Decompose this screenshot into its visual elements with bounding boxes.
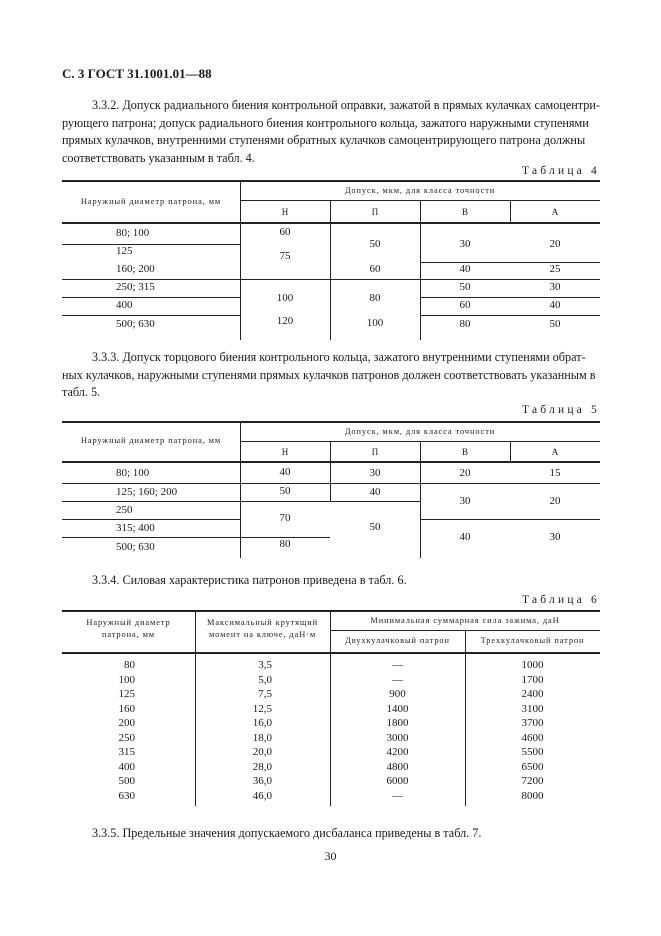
table-6-cell: 6500 (521, 760, 544, 773)
table-4-b-cell: 30 (459, 238, 471, 250)
paragraph-3-3-5 (62, 825, 600, 843)
paragraph-3-3-2 (62, 97, 600, 167)
table-5-a-cell: 15 (549, 467, 561, 479)
table-6-col-force: Минимальная суммарная сила зажима, даН (370, 616, 560, 625)
paragraph-3-3-3 (62, 349, 600, 402)
table-6-cell: 250 (118, 731, 135, 744)
table-4-h-cell: 60 (279, 226, 291, 238)
table-4-h-cell: 100 (276, 292, 294, 304)
header-line: Максимальный крутящий (207, 618, 318, 627)
table-6-cell: 630 (118, 789, 135, 802)
table-6-cell: 4800 (386, 760, 409, 773)
table-4-class-p: П (371, 207, 379, 217)
table-5-diam-cell: 125; 160; 200 (116, 486, 178, 498)
table-6-cell: 200 (118, 717, 135, 729)
table-5-a-cell: 30 (549, 531, 561, 543)
table-6-cell: 28,0 (252, 760, 272, 773)
table-6-cell: 12,5 (252, 702, 272, 715)
table-5-h-cell: 50 (279, 485, 291, 497)
table-4-diam-cell: 500; 630 (116, 318, 155, 330)
table-6-cell: 36,0 (252, 775, 272, 787)
table-6-cell: 3,5 (258, 659, 272, 671)
paragraph-line: рующего патрона; допуск радиального биения контрольного кольца, зажатого наружными ступенями (62, 115, 589, 130)
table-5-diam-cell: 315; 400 (116, 522, 155, 534)
table-4-class-h: Н (281, 207, 289, 217)
table-6-col-torque (195, 617, 330, 641)
table-4-a-cell: 40 (549, 299, 561, 311)
table-6-cell: 500 (118, 775, 135, 787)
table-5-h-cell: 80 (279, 538, 291, 550)
table-6-cell: — (392, 673, 403, 686)
table-6-cell: 8000 (521, 789, 544, 802)
table-4-caption: Таблица 4 (522, 165, 600, 177)
paragraph-line: ных кулачков, наружными ступенями прямых кулачков патронов должен соответствовать указанным в (62, 367, 596, 382)
table-4-a-cell: 50 (549, 318, 561, 330)
table-6-cell: — (392, 659, 403, 671)
table-5-p-cell: 50 (369, 521, 381, 533)
table-5-diam-cell: 500; 630 (116, 541, 155, 553)
table-4-p-cell: 60 (369, 263, 381, 275)
table-6-cell: 4600 (521, 731, 544, 744)
header-line: патрона, мм (101, 630, 155, 639)
table-5-b-cell: 40 (459, 531, 471, 543)
table-5-b-cell: 20 (459, 467, 471, 479)
table-5-p-cell: 30 (369, 467, 381, 479)
table-4-class-b: В (461, 207, 468, 217)
table-6-cell: 4200 (386, 746, 409, 758)
table-6-cell: 6000 (386, 775, 409, 787)
paragraph-line: 3.3.2. Допуск радиального биения контрольной оправки, зажатой в прямых кулачках самоцентри- (92, 98, 600, 112)
table-6-cell: 7200 (521, 775, 544, 787)
table-5-b-cell: 30 (459, 495, 471, 507)
paragraph-line: 3.3.3. Допуск торцового биения контрольного кольца, зажатого внутренними ступенями обрат- (92, 350, 586, 364)
table-5-h-cell: 70 (279, 512, 291, 524)
paragraph-line: прямых кулачков, внутренними ступенями обратных кулачков самоцентрирующего патрона должны (62, 133, 586, 147)
table-4-b-cell: 50 (459, 281, 471, 293)
table-4-diam-cell: 250; 315 (116, 281, 155, 293)
table-4-a-cell: 20 (549, 238, 561, 250)
table-4-diam-cell: 80; 100 (116, 227, 150, 239)
table-4-col-diameter: Наружный диаметр патрона, мм (80, 197, 222, 206)
page-header: С. 3 ГОСТ 31.1001.01—88 (62, 66, 212, 81)
table-6-cell: 160 (118, 702, 135, 715)
table-6-cell: 80 (124, 659, 135, 671)
table-5-col-tolerance: Допуск, мкм, для класса точности (344, 427, 496, 436)
table-6-cell: 2400 (521, 688, 544, 700)
table-4-diam-cell: 160; 200 (116, 263, 155, 275)
page-number: 30 (324, 849, 337, 863)
table-6-cell: 100 (118, 673, 135, 686)
table-4-a-cell: 25 (549, 263, 561, 275)
table-4-b-cell: 40 (459, 263, 471, 275)
table-6-cell: 400 (118, 760, 135, 773)
table-5-diam-cell: 80; 100 (116, 467, 150, 479)
table-6-cell: 1400 (386, 702, 409, 715)
paragraph-line: 3.3.4. Силовая характеристика патронов приведена в табл. 6. (92, 573, 407, 587)
table-6-cell: 20,0 (252, 746, 272, 758)
table-6-cell: 3700 (521, 717, 544, 729)
table-5-col-diameter: Наружный диаметр патрона, мм (80, 436, 222, 445)
paragraph-line: соответствовать указанным в табл. 4. (62, 150, 255, 165)
table-6-cell: 3100 (521, 702, 544, 715)
table-4-p-cell: 50 (369, 238, 381, 250)
table-6-cell: 46,0 (252, 789, 272, 802)
table-5-caption: Таблица 5 (522, 404, 600, 416)
table-6-cell: 1000 (521, 659, 544, 671)
paragraph-3-3-4 (62, 572, 600, 590)
table-6-cell: 125 (118, 688, 135, 700)
table-5-p-cell: 40 (369, 486, 381, 498)
table-6-caption: Таблица 6 (522, 594, 600, 606)
table-4-h-cell: 120 (276, 315, 294, 327)
table-6-cell: 5,0 (258, 673, 272, 686)
header-line: момент на ключе, даН·м (208, 630, 317, 639)
table-4-h-cell: 75 (279, 250, 291, 262)
table-5-a-cell: 20 (549, 495, 561, 507)
table-5-class-a: А (551, 447, 559, 457)
table-5-class-b: В (461, 447, 468, 457)
table-6-cell: 1800 (386, 717, 409, 729)
table-6-col-two-jaw: Двухкулачковый патрон (345, 636, 450, 645)
table-4-p-cell: 100 (366, 317, 384, 329)
table-6-col-diameter (62, 617, 195, 641)
table-4-a-cell: 30 (549, 281, 561, 293)
table-6-col-three-jaw: Трехкулачковый патрон (480, 636, 585, 645)
table-6-cell: 900 (389, 688, 406, 700)
table-4-b-cell: 80 (459, 318, 471, 330)
paragraph-line: 3.3.5. Предельные значения допускаемого дисбаланса приведены в табл. 7. (92, 826, 482, 840)
table-5-class-p: П (371, 447, 379, 457)
table-5-class-h: Н (281, 447, 289, 457)
table-4-b-cell: 60 (459, 299, 471, 311)
table-4-diam-cell: 125 (116, 245, 133, 257)
paragraph-line: табл. 5. (62, 385, 101, 399)
table-4-class-a: А (551, 207, 559, 217)
table-6-cell: 7,5 (258, 688, 272, 700)
header-line: Наружный диаметр (86, 618, 171, 627)
table-6-cell: 18,0 (252, 731, 272, 744)
table-5-h-cell: 40 (279, 466, 291, 478)
table-5-diam-cell: 250 (116, 504, 133, 516)
table-6-cell: 1700 (521, 673, 544, 686)
table-6-cell: 3000 (386, 731, 409, 744)
table-4-col-tolerance: Допуск, мкм, для класса точности (344, 186, 496, 195)
table-6-cell: 16,0 (252, 717, 272, 729)
table-6-cell: 5500 (521, 746, 544, 758)
table-4-p-cell: 80 (369, 292, 381, 304)
table-4-diam-cell: 400 (116, 299, 133, 311)
table-6-cell: 315 (118, 746, 135, 758)
table-6-cell: — (392, 789, 403, 802)
